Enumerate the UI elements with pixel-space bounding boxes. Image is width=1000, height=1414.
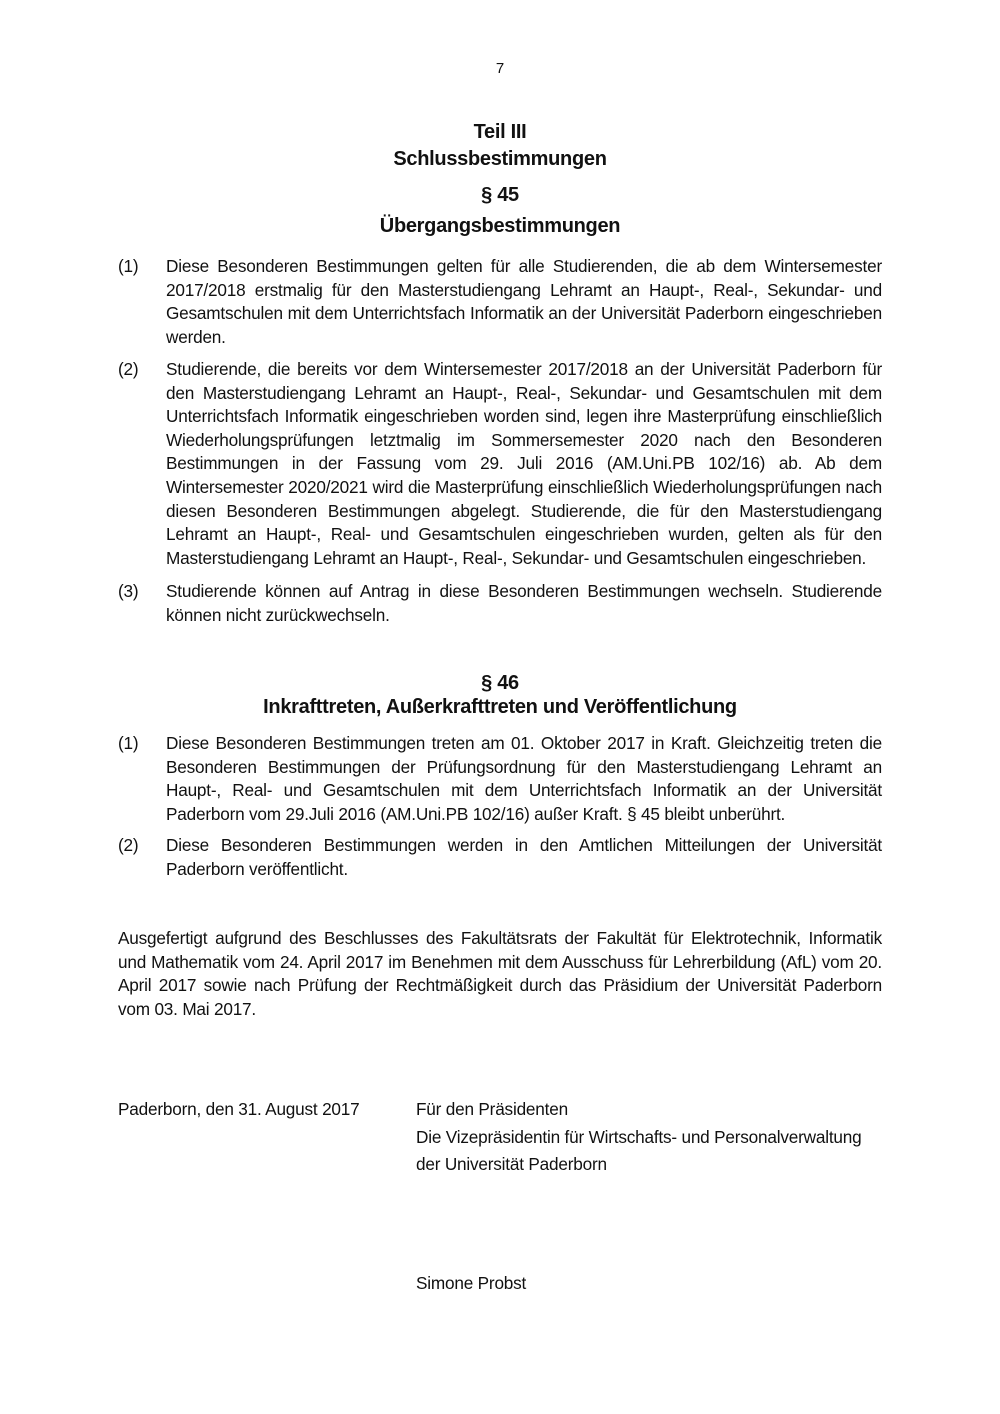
signature-line-1: Für den Präsidenten: [416, 1099, 568, 1119]
paragraph-number: (2): [118, 835, 139, 855]
paragraph-text: Studierende können auf Antrag in diese Besonderen Bestimmungen wechseln. Studierende können nicht zurückwechseln.: [166, 581, 882, 625]
section-45-paragraph-3: [118, 580, 882, 627]
signature-line-2: Die Vizepräsidentin für Wirtschafts- und Personalverwaltung: [416, 1127, 862, 1147]
section-46-paragraph-2: [118, 834, 882, 881]
section-46-number: § 46: [481, 672, 519, 694]
signature-line-3: der Universität Paderborn: [416, 1154, 607, 1174]
paragraph-text: Diese Besonderen Bestimmungen treten am 01. Oktober 2017 in Kraft. Gleichzeitig treten die Besonderen Bestimmungen der Prüfungsordnung für den Masterstudiengang Lehramt an Haupt-, Real- und Gesamtschulen mit dem Unterrichtsfach Informatik an der Universität Paderborn vom 29.Juli 2016 (AM.Uni.PB 102/16) außer Kraft. § 45 bleibt unberührt.: [166, 733, 882, 824]
signatory-name: Simone Probst: [416, 1273, 527, 1293]
paragraph-number: (1): [118, 256, 139, 276]
section-45-title: Übergangsbestimmungen: [379, 215, 621, 237]
place-date: Paderborn, den 31. August 2017: [118, 1099, 360, 1119]
section-45-paragraph-1: [118, 255, 882, 349]
part-subtitle: Schlussbestimmungen: [393, 148, 607, 170]
paragraph-number: (3): [118, 581, 139, 601]
paragraph-number: (1): [118, 733, 139, 753]
section-45-number: § 45: [481, 184, 519, 206]
page-number: 7: [495, 60, 505, 77]
closing-statement: Ausgefertigt aufgrund des Beschlusses des Fakultätsrats der Fakultät für Elektrotechnik, Informatik und Mathematik vom 24. April 2017 im Benehmen mit dem Ausschuss für Lehrerbildung (AfL) vom 20. April 2017 sowie nach Prüfung der Rechtmäßigkeit durch das Präsidium der Universität Paderborn vom 03. Mai 2017.: [118, 928, 882, 1019]
paragraph-text: Diese Besonderen Bestimmungen werden in den Amtlichen Mitteilungen der Universität Paderborn veröffentlicht.: [166, 835, 882, 879]
part-title: Teil III: [473, 121, 527, 143]
section-46-title: Inkrafttreten, Außerkrafttreten und Veröffentlichung: [263, 696, 737, 718]
section-46-paragraph-1: [118, 732, 882, 826]
paragraph-text: Studierende, die bereits vor dem Wintersemester 2017/2018 an der Universität Paderborn für den Masterstudiengang Lehramt an Haupt-, Real-, Sekundar- und Gesamtschulen mit dem Unterrichtsfach Informatik eingeschrieben worden sind, legen ihre Masterprüfung einschließlich Wiederholungsprüfungen letztmalig im Sommersemester 2020 nach den Besonderen Bestimmungen in der Fassung vom 29. Juli 2016 (AM.Uni.PB 102/16) ab. Ab dem Wintersemester 2020/2021 wird die Masterprüfung einschließlich Wiederholungsprüfungen nach diesen Besonderen Bestimmungen abgelegt. Studierende, die für den Masterstudiengang Lehramt an Haupt-, Real- und Gesamtschulen eingeschrieben wurden, gelten als für den Masterstudiengang Lehramt an Haupt-, Real-, Sekundar- und Gesamtschulen eingeschrieben.: [166, 359, 882, 568]
paragraph-text: Diese Besonderen Bestimmungen gelten für alle Studierenden, die ab dem Wintersemester 2017/2018 erstmalig für den Masterstudiengang Lehramt an Haupt-, Real-, Sekundar- und Gesamtschulen mit dem Unterrichtsfach Informatik an der Universität Paderborn eingeschrieben werden.: [166, 256, 882, 347]
section-45-paragraph-2: [118, 358, 882, 570]
paragraph-number: (2): [118, 359, 139, 379]
